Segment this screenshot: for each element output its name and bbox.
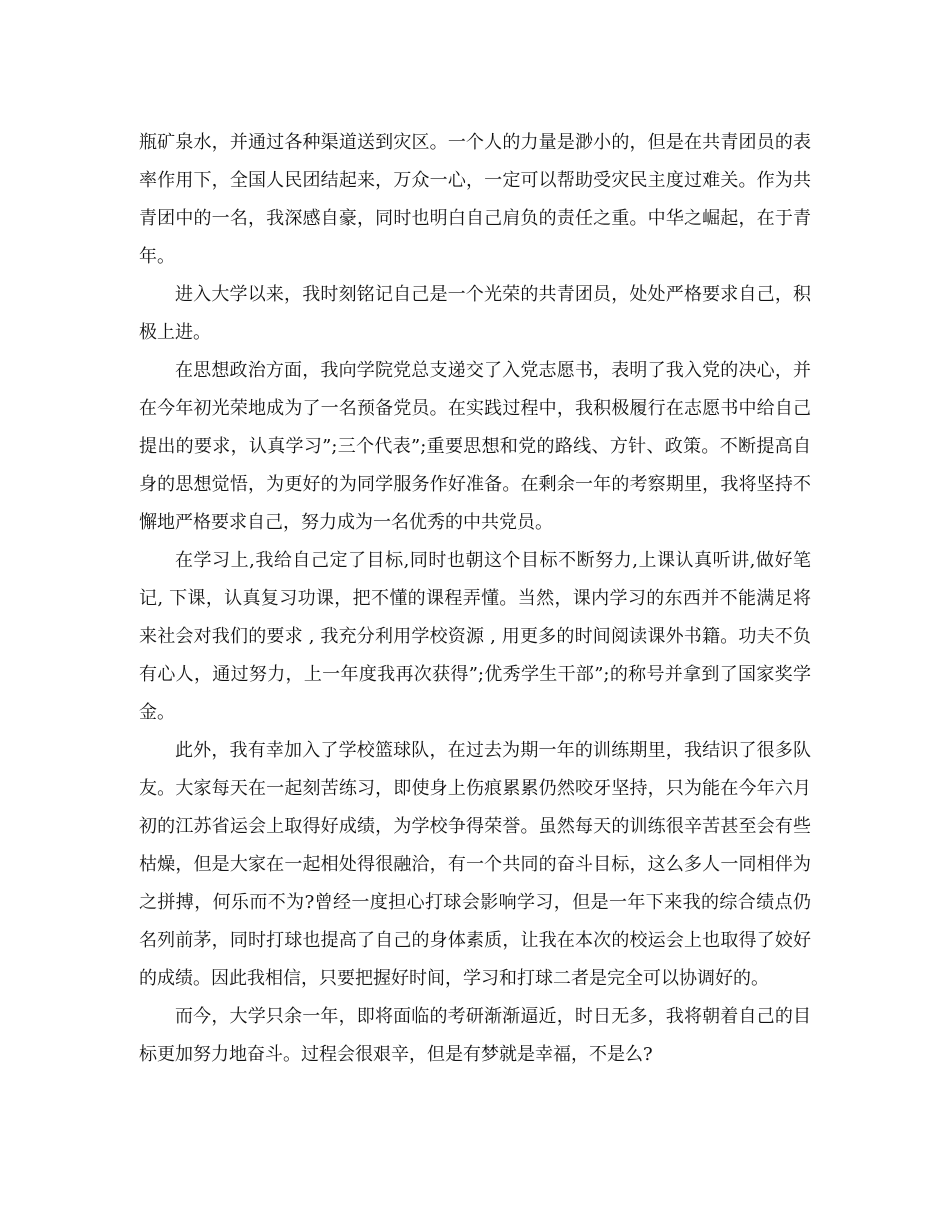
paragraph-6: 而今，大学只余一年，即将面临的考研渐渐逼近，时日无多，我将朝着自己的目标更加努力地奋斗。过程会很艰辛，但是有梦就是幸福，不是么?: [139, 1006, 811, 1065]
paragraph-2: 进入大学以来，我时刻铭记自己是一个光荣的共青团员，处处严格要求自己，积极上进。: [139, 284, 811, 343]
paragraph-5: 此外，我有幸加入了学校篮球队，在过去为期一年的训练期里，我结识了很多队友。大家每天在一起刻苦练习，即使身上伤痕累累仍然咬牙坚持，只为能在今年六月初的江苏省运会上取得好成绩，为学校争得荣誉。虽然每天的训练很辛苦甚至会有些枯燥，但是大家在一起相处得很融洽，有一个共同的奋斗目标，这么多人一同相伴为之拼搏，何乐而不为?曾经一度担心打球会影响学习，但是一年下来我的综合绩点仍名列前茅，同时打球也提高了自己的身体素质，让我在本次的校运会上也取得了姣好的成绩。因此我相信，只要把握好时间，学习和打球二者是完全可以协调好的。: [139, 740, 811, 989]
paragraph-4: 在学习上,我给自己定了目标,同时也朝这个目标不断努力,上课认真听讲,做好笔记, 下课，认真复习功课，把不懂的课程弄懂。当然，课内学习的东西并不能满足将来社会对我们的要求 , 我充分利用学校资源 , 用更多的时间阅读课外书籍。功夫不负有心人，通过努力，上一年度我再次获得”;优秀学生干部”;的称号并拿到了国家奖学金。: [139, 550, 811, 723]
document-body: [139, 124, 811, 1074]
paragraph-1: 瓶矿泉水，并通过各种渠道送到灾区。一个人的力量是渺小的，但是在共青团员的表率作用下，全国人民团结起来，万众一心，一定可以帮助受灾民主度过难关。作为共青团中的一名，我深感自豪，同时也明白自己肩负的责任之重。中华之崛起，在于青年。: [139, 132, 811, 267]
paragraph-3: 在思想政治方面，我向学院党总支递交了入党志愿书，表明了我入党的决心，并在今年初光荣地成为了一名预备党员。在实践过程中，我积极履行在志愿书中给自己提出的要求，认真学习”;三个代表”;重要思想和党的路线、方针、政策。不断提高自身的思想觉悟，为更好的为同学服务作好准备。在剩余一年的考察期里，我将坚持不懈地严格要求自己，努力成为一名优秀的中共党员。: [139, 360, 811, 533]
